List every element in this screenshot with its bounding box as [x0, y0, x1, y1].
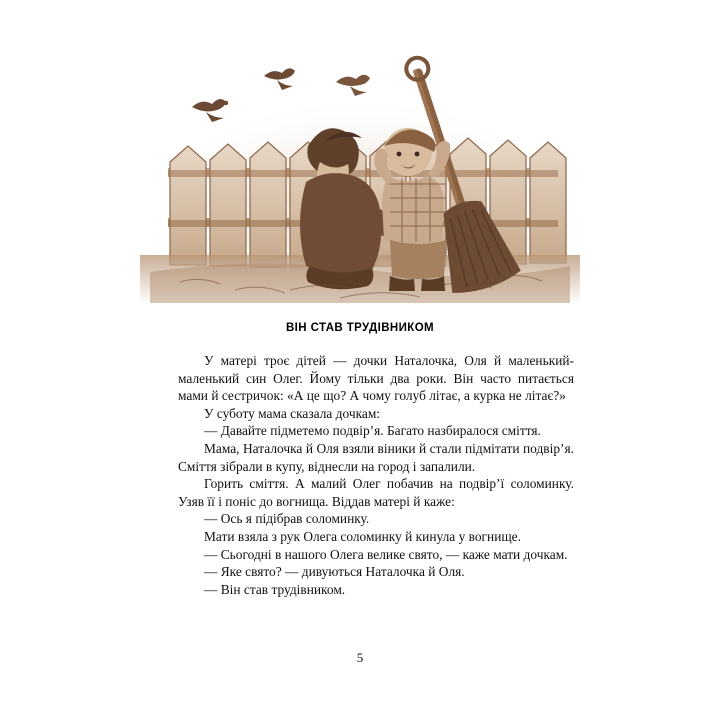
paragraph: Горить сміття. А малий Олег побачив на подвір’ї соломинку. Узяв її і поніс до вогнища. Віддав матері й каже:: [178, 476, 574, 509]
paragraph: — Він став трудівником.: [204, 581, 346, 597]
bird-left: [192, 99, 228, 122]
paragraph: — Ось я підібрав соломинку.: [204, 511, 370, 527]
paragraph: — Сьогодні в нашого Олега велике свято, — каже мати дочкам.: [204, 546, 568, 562]
paragraph: — Давайте підметемо подвір’я. Багато назбиралося сміття.: [204, 423, 541, 439]
page-number: 5: [356, 650, 364, 665]
bird-center: [264, 68, 295, 90]
paragraph: Мати взяла з рук Олега соломинку й кинула у вогнище.: [204, 528, 521, 544]
paragraph: У суботу мама сказала дочкам:: [204, 405, 381, 421]
story-body: [178, 352, 574, 598]
paragraph: — Яке свято? — дивуються Наталочка й Оля.: [204, 564, 465, 580]
paragraph: Мама, Наталочка й Оля взяли віники й стали підмітати подвір’я. Сміття зібрали в купу, віднесли на город і запалили.: [178, 440, 574, 474]
story-illustration: [140, 50, 580, 305]
bird-right: [336, 75, 370, 96]
story-title: ВІН СТАВ ТРУДІВНИКОМ: [285, 322, 435, 334]
paragraph: У матері троє дітей — дочки Наталочка, Оля й маленький-маленький син Олег. Йому тільки два роки. Він часто питається мами й сестричок: «А це що? А чому голуб літає, а курка не літає?»: [178, 353, 574, 404]
